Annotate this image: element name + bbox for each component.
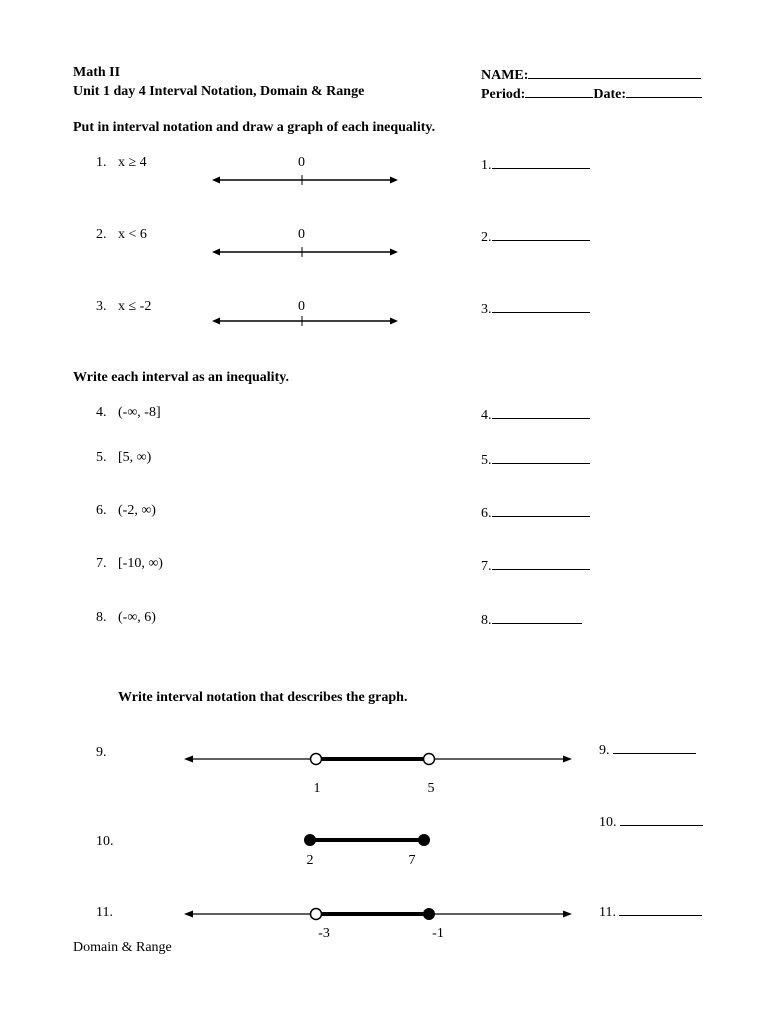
answer-blank[interactable]: [620, 813, 703, 826]
answer-number: 2.: [481, 230, 492, 245]
answer-number: 8.: [481, 613, 492, 628]
interval-expr: [5, ∞): [118, 450, 152, 465]
endpoint-label: 7: [408, 853, 416, 868]
answer-line[interactable]: [599, 813, 703, 830]
item-number: 4.: [96, 405, 107, 420]
interval-expr: (-∞, 6): [118, 610, 156, 625]
answer-number: 7.: [481, 559, 492, 574]
answer-number: 10.: [599, 815, 617, 830]
name-label: NAME:: [481, 68, 529, 83]
item-number: 9.: [96, 745, 107, 760]
date-blank[interactable]: [626, 85, 702, 98]
closed-endpoint: [304, 834, 316, 846]
open-endpoint: [311, 754, 322, 765]
section2-instruction: Write each interval as an inequality.: [73, 370, 289, 385]
number-line-zero-label: 0: [298, 227, 305, 242]
number-line: [212, 172, 398, 188]
number-line: [212, 244, 398, 260]
answer-blank[interactable]: [613, 741, 696, 754]
answer-number: 1.: [481, 158, 492, 173]
name-blank[interactable]: [528, 66, 701, 79]
answer-blank[interactable]: [492, 611, 582, 624]
answer-blank[interactable]: [492, 406, 590, 419]
endpoint-label: -3: [318, 926, 330, 941]
answer-number: 4.: [481, 408, 492, 423]
endpoint-label: 5: [427, 781, 435, 796]
item-number: 11.: [96, 905, 113, 920]
item-number: 3.: [96, 299, 107, 314]
period-label: Period:: [481, 87, 526, 102]
answer-number: 9.: [599, 743, 610, 758]
section3-instruction: Write interval notation that describes the graph.: [118, 690, 408, 705]
answer-blank[interactable]: [492, 451, 590, 464]
period-date-field[interactable]: [481, 85, 702, 102]
interval-expr: [-10, ∞): [118, 556, 163, 571]
course-title: Math II: [73, 65, 121, 80]
endpoint-label: 2: [306, 853, 314, 868]
name-field[interactable]: [481, 66, 701, 83]
period-blank[interactable]: [525, 85, 593, 98]
answer-line[interactable]: [481, 504, 590, 521]
answer-blank[interactable]: [492, 557, 590, 570]
inequality-expr: x ≤ -2: [118, 299, 152, 314]
interval-expr: (-2, ∞): [118, 503, 156, 518]
item-number: 7.: [96, 556, 107, 571]
answer-number: 6.: [481, 506, 492, 521]
item-number: 1.: [96, 155, 107, 170]
date-label: Date:: [593, 87, 626, 102]
section1-instruction: Put in interval notation and draw a graph of each inequality.: [73, 120, 436, 135]
answer-blank[interactable]: [619, 903, 702, 916]
answer-number: 11.: [599, 905, 616, 920]
unit-title: Unit 1 day 4 Interval Notation, Domain & Range: [73, 84, 365, 99]
answer-blank[interactable]: [492, 504, 590, 517]
footer-label: Domain & Range: [73, 940, 172, 955]
answer-line[interactable]: [481, 451, 590, 468]
answer-line[interactable]: [481, 300, 590, 317]
endpoint-label: -1: [432, 926, 444, 941]
closed-endpoint: [423, 908, 435, 920]
answer-blank[interactable]: [492, 300, 590, 313]
answer-line[interactable]: [481, 156, 590, 173]
endpoint-label: 1: [313, 781, 321, 796]
inequality-expr: x < 6: [118, 227, 147, 242]
open-endpoint: [424, 754, 435, 765]
answer-line[interactable]: [481, 406, 590, 423]
item-number: 10.: [96, 834, 114, 849]
item-number: 5.: [96, 450, 107, 465]
open-endpoint: [311, 909, 322, 920]
closed-endpoint: [418, 834, 430, 846]
answer-line[interactable]: [481, 611, 582, 628]
number-line-zero-label: 0: [298, 299, 305, 314]
item-number: 6.: [96, 503, 107, 518]
inequality-expr: x ≥ 4: [118, 155, 147, 170]
number-line: [212, 313, 398, 329]
answer-line[interactable]: [481, 228, 590, 245]
item-number: 8.: [96, 610, 107, 625]
item-number: 2.: [96, 227, 107, 242]
answer-blank[interactable]: [492, 156, 590, 169]
number-line-zero-label: 0: [298, 155, 305, 170]
answer-blank[interactable]: [492, 228, 590, 241]
answer-number: 5.: [481, 453, 492, 468]
answer-line[interactable]: [481, 557, 590, 574]
answer-line[interactable]: [599, 903, 702, 920]
answer-line[interactable]: [599, 741, 696, 758]
answer-number: 3.: [481, 302, 492, 317]
interval-expr: (-∞, -8]: [118, 405, 161, 420]
